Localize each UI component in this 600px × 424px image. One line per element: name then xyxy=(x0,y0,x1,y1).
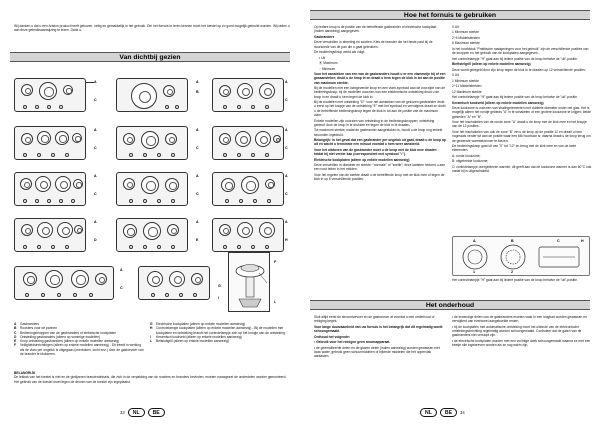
burner-icon xyxy=(63,85,73,95)
callout-label: D xyxy=(94,238,97,242)
burner-icon xyxy=(259,83,275,99)
legend-item xyxy=(150,326,292,335)
legend-key: D xyxy=(14,334,17,339)
knob-position-max: ⦿ Maximum xyxy=(319,61,338,66)
burner-icon xyxy=(259,222,275,238)
burner-icon xyxy=(219,224,231,236)
legend-text: Electrische kookplaten (alleen op enkele modellen aanwezig) xyxy=(156,322,246,326)
callout-label: A xyxy=(196,220,199,224)
burner-icon xyxy=(147,271,163,287)
knob-icon xyxy=(151,293,155,297)
knob-icon xyxy=(73,293,77,297)
legend-text: Roosters voor de pannen xyxy=(20,326,58,331)
section-title-overview xyxy=(10,52,290,62)
important-note xyxy=(14,371,292,384)
callout-label: B xyxy=(511,239,514,243)
knob-icon xyxy=(23,153,27,157)
callout-label: H xyxy=(285,238,288,242)
hob-drawing-8 xyxy=(116,172,188,206)
knob-icon xyxy=(129,199,133,203)
callout-label: A xyxy=(285,80,288,84)
burner-icon xyxy=(73,179,83,189)
usage-paragraph: Op iedere knop is de positie van de betreffende gasbrander of electrische kookplaat (indien aanwezig) aangegeven. xyxy=(314,25,437,34)
knob-icon xyxy=(251,245,255,249)
callout-label: A xyxy=(94,128,97,132)
callout-label: A xyxy=(196,80,199,84)
section-title-maintenance-text: Het onderhoud xyxy=(425,301,475,309)
country-badge-nl: NL xyxy=(420,408,437,417)
knob-icon xyxy=(165,105,169,109)
important-note-title: BELANGRIJK xyxy=(14,371,36,375)
maintenance-bullet: • bij de kookplaten met automatische ontsteking moet het uiteinde van de electronische ontstekingsinrichting regelmatig worden schoongemaakt. Controleer dat de gaten van de gasbranders niet verstopt zijn. xyxy=(452,324,582,338)
legend-key: I xyxy=(150,334,151,339)
callout-label: L xyxy=(274,300,277,304)
maintenance-bullet: • Gebruik voor het reinigen geen stoomapparaat. xyxy=(314,340,391,345)
usage-paragraph-bold: Voor het uitdoven van de gasbrander moet u de knop met de klok mee draaien totdat hij niet verder kan (correspondent met symbool "•"). xyxy=(314,147,437,157)
knob-icon xyxy=(143,245,147,249)
maintenance-column-left xyxy=(314,315,446,360)
burner-icon xyxy=(141,176,159,194)
usage-paragraph: In het hoofdstuk "Praktische raadgevingen voor het gebruik" zijn de verschillende posities van de knoppen en het gebruik van de kookplaten aangegeven. xyxy=(452,46,589,56)
knob-icon xyxy=(225,199,229,203)
knob-icon xyxy=(65,245,69,249)
knob-icon xyxy=(47,105,51,109)
usage-paragraph: Deze kookzone is voorzien van stralingelementen met dubbele diameter onder het glas. Het is mogelijk alleen het rondje gebieds "A" in te schakelen of een grotere kookzone te krijgen; beide gebieden "A" en "B". xyxy=(452,106,591,119)
knob-icon xyxy=(171,153,175,157)
legend-key: C xyxy=(14,330,17,335)
setting-row: 2÷5 Middelsterkten xyxy=(452,35,480,40)
maintenance-paragraph-bold: Onthoud het volgende: xyxy=(314,334,351,339)
burner-icon xyxy=(72,133,82,143)
ceramic-zone-diagram xyxy=(452,236,590,276)
knob-icon xyxy=(265,245,269,249)
hob-drawing-9 xyxy=(212,172,284,206)
hob-drawing-5 xyxy=(116,126,188,160)
callout-label: C xyxy=(557,239,560,243)
usage-column-right xyxy=(452,25,592,175)
usage-paragraph: Voor het inschakelen van de ronde zone "A" draait u de knop met de klok mee en het knopje van de 12 posities. xyxy=(452,120,587,129)
callout-label: F xyxy=(274,260,277,264)
zone-legend-row: A: ronde kookzone; xyxy=(452,153,481,158)
knob-icon xyxy=(171,199,175,203)
maintenance-bullet: • de electrische kookplaten worden met een vochtige doek schoongemaakt waarna ze met een beetje olie ingewreven worden als ze nog warm zijn. xyxy=(452,338,591,348)
knob-position-min: ◌ Minimum xyxy=(319,66,336,71)
callout-label: C xyxy=(94,192,97,196)
usage-paragraph: Het controlelampje "H" gaat aan bij iedere positie van de knop behalve de "uit"-positie. xyxy=(452,278,578,282)
burner-icon xyxy=(55,131,69,145)
usage-heading-electric: Elektrische kookplaten (alleen op enkele modellen aanwezig) xyxy=(314,157,410,162)
knob-position-off: • Uit xyxy=(319,55,326,60)
knob-icon xyxy=(267,199,271,203)
callout-label: A xyxy=(94,220,97,224)
legend-key: G xyxy=(150,322,153,326)
hob-drawing-12 xyxy=(212,218,284,252)
hob-drawings xyxy=(10,72,290,320)
knob-icon xyxy=(37,153,41,157)
callout-label: E xyxy=(196,238,199,242)
legend-item xyxy=(14,343,146,356)
burner-icon xyxy=(255,131,271,147)
setting-row: 1 Minimum sterkte xyxy=(452,30,479,35)
knob-icon xyxy=(171,245,175,249)
burner-icon xyxy=(265,179,275,189)
callout-label: C xyxy=(285,98,288,102)
right-page-footer xyxy=(420,408,465,417)
knob-icon xyxy=(71,199,75,203)
knob-icon xyxy=(143,153,147,157)
setting-row: 6 Maximum sterkte xyxy=(452,41,480,46)
knob-icon xyxy=(175,105,179,109)
callout-label: A xyxy=(285,174,288,178)
hob-drawing-1 xyxy=(14,78,86,112)
knob-icon xyxy=(223,153,227,157)
usage-footnote xyxy=(452,278,592,283)
burner-icon xyxy=(235,131,251,147)
section-title-usage xyxy=(310,10,590,20)
usage-paragraph: Voor het regelen van de sterkte draait u de betreffende knop met de klok mee of tegen de klok in op 6 verschillende posities: xyxy=(314,172,445,182)
usage-paragraph: Bij de modellen met ontsteking "D": voor het aansteken van de gekozen gasbrander drukt u eerst op het knopje van de ontsteking "E" met het symbool en vervolgens draait en drukt u de betreffende bedieningsknop tegen de klok in tot aan de positie van de maximum vlam. xyxy=(314,100,446,118)
knob-icon xyxy=(59,199,63,203)
callout-label: A xyxy=(285,128,288,132)
hob-drawing-2 xyxy=(116,78,188,112)
callout-label: C xyxy=(94,146,97,150)
page-number: 33 xyxy=(120,410,125,415)
callout-label: C xyxy=(94,98,97,102)
hob-drawing-6 xyxy=(212,126,284,160)
burner-icon xyxy=(55,176,71,192)
legend-key: F xyxy=(14,343,17,348)
setting-row: 1 Minimum sterkte xyxy=(452,78,479,83)
knob-icon xyxy=(129,245,133,249)
knob-icon xyxy=(179,293,183,297)
knob-icon xyxy=(57,293,61,297)
callout-label: A xyxy=(285,220,288,224)
important-note-text: De lekbak van het toestel is niet en de gietijzeren branderdeksels, die zich in de verpakking van de roosters en branders bevinden, moeten nauwgezet de onderdelen worden gemonteerd. Het gebruik van de toestel moet tegen de deuren van de toestel zijn ingeplaatst. xyxy=(14,375,287,384)
burner-icon xyxy=(167,224,179,236)
hob-drawing-7 xyxy=(14,172,86,206)
callout-label: C xyxy=(196,192,199,196)
knob-icon xyxy=(143,199,147,203)
hob-drawing-13 xyxy=(14,266,114,300)
callout-label: A xyxy=(94,80,97,84)
safety-device-detail xyxy=(228,252,270,312)
page-number: 34 xyxy=(460,410,465,415)
knob-icon xyxy=(37,245,41,249)
legend-key: H xyxy=(150,326,153,331)
zone-legend-row: B: uitgebreide kookzone; xyxy=(452,159,489,164)
usage-paragraph: Deze verschillen in diameter en sterkte: "normale" of "snelle"; deze laatsten herkent u aan een rood teken in het midden. xyxy=(314,163,445,172)
setting-row: 12 Maximum sterkte xyxy=(452,89,482,94)
hob-drawing-11 xyxy=(116,218,188,252)
burner-icon xyxy=(219,133,231,145)
knob-icon xyxy=(35,199,39,203)
legend-key: A xyxy=(14,322,17,326)
callout-label: I xyxy=(218,296,219,300)
usage-heading-ceramic: Keramisch kookveld (alleen op enkele modellen aanwezig) xyxy=(452,100,544,105)
knob-icon xyxy=(35,105,39,109)
callout-label: 1 xyxy=(473,270,475,274)
usage-paragraph: Voor het inschakelen van ook de zone "B" zet u de knop op de positie 12 en draait u hem nogmaals verder tot aan de positie waar een klik hoorbaar is; daarna draait u de knop terug om de gewenste warmtetoevoer te kiezen. xyxy=(452,129,591,143)
burner-icon xyxy=(20,178,32,190)
knob-icon xyxy=(157,153,161,157)
knob-icon xyxy=(47,199,51,203)
country-badge-be: BE xyxy=(148,408,165,417)
section-title-maintenance xyxy=(310,300,590,310)
usage-paragraph: Het controlelampje "H" gaat aan bij iedere positie van de knop behalve de "uit"-positie. xyxy=(452,56,578,61)
legend-text: Veiligheidsinrichtingen (alleen op enkele modellen aanwezig) - Dit treedt in werking als de vlam per ongeluk is uitgegaan (overkoken, tocht enz.) door de gastoevoer van de brander te blokkeren. xyxy=(20,343,144,357)
callout-label: C xyxy=(285,146,288,150)
usage-paragraph: Het controlelampje "H" gaat aan bij iedere positie van de knop behalve de "uit"-positie. xyxy=(452,95,578,100)
usage-paragraph: Enkele modellen zijn voorzien van ontsteking in de bedieningsknoppen; ontsteking gebeurt door de knop in te drukken en tegen de klok in te draaien. xyxy=(314,118,435,127)
usage-paragraph: Bij de modellen met een lichtgevende knop en een vlam-symbool aan de voorzijde van de bedieningsknop, bij de modellen voorzien van een elektronische ontsteking drukt u de knop in en draait u hem tegen de klok in. xyxy=(314,86,446,99)
knob-icon xyxy=(239,199,243,203)
burner-icon xyxy=(191,273,203,285)
callout-label: G xyxy=(218,284,221,288)
setting-row: 0 Uit xyxy=(452,73,459,78)
knob-icon xyxy=(157,199,161,203)
knob-icon xyxy=(253,199,257,203)
knob-icon xyxy=(223,105,227,109)
burner-icon xyxy=(123,224,137,238)
usage-heading-grill: Bleftstelgrill (alleen op enkele modellen aanwezig) xyxy=(452,62,531,67)
burner-icon xyxy=(165,133,177,145)
legend-key: L xyxy=(150,339,153,344)
usage-paragraph: Deze wordt geregeld door zijn knop tegen de klok in te draaien op 12 verschillende posities: xyxy=(452,67,586,72)
knob-icon xyxy=(165,293,169,297)
legend-key: B xyxy=(14,326,17,331)
legend-left xyxy=(14,322,146,356)
country-badge-nl: NL xyxy=(128,408,145,417)
burner-icon xyxy=(273,135,281,143)
callout-label: C xyxy=(196,146,199,150)
legend-key: E xyxy=(14,339,17,344)
burner-icon xyxy=(123,178,135,190)
burner-icon xyxy=(237,222,253,238)
burner-icon xyxy=(35,176,51,192)
maintenance-bullet: • de inwendige delen van de gasbranders moeten vaak in een loogbad worden gewassen en verwijderd van eventueel aangekoekte resten. xyxy=(452,315,587,324)
knob-icon xyxy=(251,153,255,157)
callout-label: A xyxy=(196,128,199,132)
hob-drawing-4 xyxy=(14,126,86,160)
burner-icon xyxy=(221,178,235,192)
burner-icon xyxy=(169,271,185,287)
legend-text: Keramisch kookveld (alleen op enkele modellen aanwezig) xyxy=(156,334,242,339)
knob-icon xyxy=(65,153,69,157)
section-title-overview-text: Van dichtbij gezien xyxy=(119,53,181,61)
burner-icon xyxy=(165,178,179,192)
legend-text: Ontsteking gasbranders (alleen op sommige modellen) xyxy=(20,334,101,339)
knob-icon xyxy=(265,105,269,109)
maintenance-paragraph: Sluit altijd eerst de stroomtoevoer en de gastoevoer af voordat u met onderhoud of reiniging begint. xyxy=(314,315,435,324)
legend-text: Knop ontsteking gasbranders (alleen op enkele modellen aanwezig) xyxy=(20,339,120,344)
setting-row: 0 Uit xyxy=(452,25,459,29)
usage-column-left xyxy=(314,25,446,183)
usage-paragraph: De bedieningsknop gaat uit van "0" tot "12" en terug met de klok mee en van de twee elementen. xyxy=(452,144,577,153)
legend-text: Gasbranders xyxy=(20,322,40,326)
intro-text: Wij danken u dat u een Ariston product heeft gekozen, veilig en gemakkelijk in het gebruik. Om het fornuis te leren kennen moet het toestel op zo goed mogelijk gebruikt worden. Wij raden u aan deze gebruiksaanwijzing te lezen. Dank u. xyxy=(14,24,290,33)
burner-icon xyxy=(37,222,53,238)
knob-icon xyxy=(59,105,63,109)
callout-label: H xyxy=(581,239,584,243)
burner-icon xyxy=(57,222,73,238)
usage-heading-gas: Gasbranders xyxy=(314,34,335,39)
burner-icon xyxy=(45,270,63,288)
country-badge-be: BE xyxy=(440,408,457,417)
knob-icon xyxy=(223,245,227,249)
burner-icon xyxy=(141,131,159,149)
leader-line xyxy=(86,82,94,83)
knob-icon xyxy=(129,153,133,157)
usage-paragraph-bold: Voor het aansteken van een van de gasbranders houdt u er een vlammetje bij of een gasaansteker; drukt u de knop in en draait u hem tegen de klok in tot aan de positie van maximum sterkte. xyxy=(314,71,446,85)
callout-label: A xyxy=(94,174,97,178)
knob-icon xyxy=(193,293,197,297)
usage-paragraph: Tot maximum sterkte; nadat de gasbrander aangestoken is, houdt u de knop nog enkele seconden ingedrukt. xyxy=(314,128,443,137)
burner-icon xyxy=(74,225,83,234)
burner-icon xyxy=(71,270,89,288)
knob-icon xyxy=(157,245,161,249)
knob-icon xyxy=(23,105,27,109)
knob-icon xyxy=(237,153,241,157)
legend-text: Bedieningsknoppen van de gasbranders of elektrische kookplaten xyxy=(20,330,117,335)
usage-paragraph: Deze verschillen in afmeting en soorten. Kies de brander die het beste past bij de doorsnede van de pan die u gaat gebruiken. xyxy=(314,40,433,49)
burner-icon xyxy=(37,131,51,145)
maintenance-bullet: • de geëmailleerde delen en de glazen delen (indien aanwezig) worden gewassen met lauw water, gebruik geen schuurmiddelen of bijtende middelen die het oppervlak aantasten. xyxy=(314,345,440,359)
hob-drawing-14 xyxy=(138,266,210,300)
knob-icon xyxy=(237,245,241,249)
callout-label: A xyxy=(120,268,123,272)
knob-icon xyxy=(23,245,27,249)
section-title-usage-text: Hoe het fornuis te gebruiken xyxy=(403,11,497,19)
burner-icon xyxy=(23,272,37,286)
burner-icon xyxy=(143,222,161,240)
setting-row: 2÷11 Middelsterkten xyxy=(452,84,482,89)
maintenance-paragraph-bold: Voor lange duurzaamheid van uw fornuis is het belangrijk dat dit regelmatig wordt schoongemaakt. xyxy=(314,324,443,334)
burner-icon xyxy=(163,85,175,97)
burner-icon xyxy=(21,133,33,145)
safety-device-icon xyxy=(229,253,271,313)
callout-label: C xyxy=(285,192,288,196)
callout-label: B xyxy=(196,90,199,94)
knob-icon xyxy=(89,293,93,297)
burner-icon xyxy=(219,85,231,97)
knob-icon xyxy=(51,245,55,249)
legend-text: Beltsluitgrill (alleen op enkele modellen aanwezig) xyxy=(156,339,229,344)
knob-icon xyxy=(265,153,269,157)
legend-item xyxy=(150,339,292,343)
burner-icon xyxy=(237,83,253,99)
usage-paragraph-bold: Belangrijk: In het geval dat een gasbrander per ongeluk uit gaat, draait u de knop op uit en wacht u tenminste een minuut voordat u hem weer aansteekt. xyxy=(314,138,446,147)
burner-icon xyxy=(95,273,107,285)
legend-text: Controlelampje kookplaten (alleen op enkele modellen aanwezig) - Bij de modellen met kookplaten en ontsteking brandt het controlelampje zich op het knopje van de ontsteking. xyxy=(156,326,286,335)
hob-drawing-10 xyxy=(14,218,86,252)
burner-icon xyxy=(21,84,33,96)
knob-icon xyxy=(23,199,27,203)
knob-icon xyxy=(251,105,255,109)
left-page-footer xyxy=(120,408,165,417)
legend-right xyxy=(150,322,292,343)
knob-icon xyxy=(237,105,241,109)
callout-label: C xyxy=(120,286,123,290)
burner-icon xyxy=(241,176,259,194)
callout-label: A xyxy=(196,174,199,178)
callout-label: A xyxy=(473,239,476,243)
hob-drawing-3 xyxy=(212,78,284,112)
knob-icon xyxy=(41,293,45,297)
knob-icon xyxy=(25,293,29,297)
burner-icon xyxy=(39,82,57,100)
burner-icon xyxy=(131,83,157,109)
knob-icon xyxy=(51,153,55,157)
maintenance-column-right xyxy=(452,315,592,349)
usage-paragraph: De bedieningsknop werkt als volgt: xyxy=(314,50,365,55)
zone-legend-row: C: controlelampje overgebleven warmte; dit geeft aan dat de kookzone warmer is dan 60°C ook nadat hij is uitgeschakeld. xyxy=(452,164,592,174)
callout-label: 2 xyxy=(511,270,513,274)
right-page xyxy=(300,0,600,424)
burner-icon xyxy=(21,224,33,236)
burner-icon xyxy=(123,133,135,145)
